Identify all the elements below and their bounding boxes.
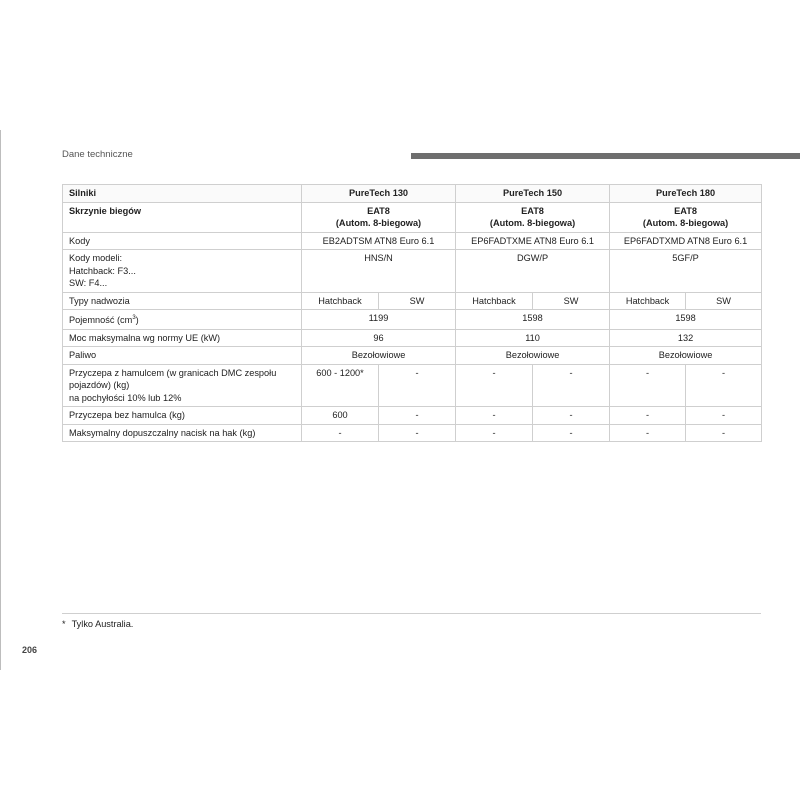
footnote-text: Tylko Australia. — [71, 619, 134, 629]
towbar-load-cell: - — [686, 424, 762, 442]
fuel-cell: Bezołowiowe — [302, 347, 456, 365]
page-edge-rule — [0, 130, 1, 670]
power-cell: 96 — [302, 329, 456, 347]
braked-trailer-cell: - — [533, 364, 610, 407]
displacement-cell: 1598 — [456, 310, 610, 330]
table-row-body-types — [63, 292, 762, 310]
row-label-unbraked-trailer: Przyczepa bez hamulca (kg) — [63, 407, 302, 425]
table-row-gearbox — [63, 202, 762, 232]
towbar-load-cell: - — [610, 424, 686, 442]
gearbox-cell: EAT8 (Autom. 8-biegowa) — [610, 202, 762, 232]
body-type-cell: SW — [379, 292, 456, 310]
power-cell: 110 — [456, 329, 610, 347]
fuel-cell: Bezołowiowe — [456, 347, 610, 365]
model-code-cell: DGW/P — [456, 250, 610, 293]
table-row-engines — [63, 185, 762, 203]
row-label-towbar-load: Maksymalny dopuszczalny nacisk na hak (kg) — [63, 424, 302, 442]
table-row-displacement — [63, 310, 762, 330]
table-row-towbar-load — [63, 424, 762, 442]
gearbox-cell: EAT8 (Autom. 8-biegowa) — [302, 202, 456, 232]
footnote-rule — [62, 613, 761, 614]
engine-header: PureTech 180 — [610, 185, 762, 203]
body-type-cell: Hatchback — [456, 292, 533, 310]
unbraked-trailer-cell: - — [686, 407, 762, 425]
unbraked-trailer-cell: - — [610, 407, 686, 425]
displacement-cell: 1598 — [610, 310, 762, 330]
braked-trailer-cell: - — [686, 364, 762, 407]
row-label-gearbox: Skrzynie biegów — [63, 202, 302, 232]
footnote-mark: * — [62, 619, 66, 629]
fuel-cell: Bezołowiowe — [610, 347, 762, 365]
power-cell: 132 — [610, 329, 762, 347]
row-label-fuel: Paliwo — [63, 347, 302, 365]
engine-spec-table — [62, 184, 762, 442]
body-type-cell: SW — [686, 292, 762, 310]
body-type-cell: Hatchback — [610, 292, 686, 310]
body-type-cell: Hatchback — [302, 292, 379, 310]
row-label-model-codes: Kody modeli: Hatchback: F3... SW: F4... — [63, 250, 302, 293]
engine-header: PureTech 130 — [302, 185, 456, 203]
unbraked-trailer-cell: 600 — [302, 407, 379, 425]
code-cell: EP6FADTXME ATN8 Euro 6.1 — [456, 232, 610, 250]
towbar-load-cell: - — [379, 424, 456, 442]
displacement-cell: 1199 — [302, 310, 456, 330]
towbar-load-cell: - — [456, 424, 533, 442]
braked-trailer-cell: - — [379, 364, 456, 407]
unbraked-trailer-cell: - — [456, 407, 533, 425]
engine-header: PureTech 150 — [456, 185, 610, 203]
row-label-power: Moc maksymalna wg normy UE (kW) — [63, 329, 302, 347]
body-type-cell: SW — [533, 292, 610, 310]
table-row-codes — [63, 232, 762, 250]
unbraked-trailer-cell: - — [533, 407, 610, 425]
towbar-load-cell: - — [533, 424, 610, 442]
footnote — [62, 619, 133, 629]
braked-trailer-cell: - — [456, 364, 533, 407]
unbraked-trailer-cell: - — [379, 407, 456, 425]
model-code-cell: HNS/N — [302, 250, 456, 293]
row-label-codes: Kody — [63, 232, 302, 250]
code-cell: EB2ADTSM ATN8 Euro 6.1 — [302, 232, 456, 250]
row-label-engines: Silniki — [63, 185, 302, 203]
row-label-braked-trailer: Przyczepa z hamulcem (w granicach DMC zespołu pojazdów) (kg) na pochyłości 10% lub 12% — [63, 364, 302, 407]
towbar-load-cell: - — [302, 424, 379, 442]
model-code-cell: 5GF/P — [610, 250, 762, 293]
row-label-body-types: Typy nadwozia — [63, 292, 302, 310]
row-label-displacement: Pojemność $(cm^3)$ — [63, 310, 302, 330]
section-title: Dane techniczne — [62, 149, 133, 160]
gearbox-cell: EAT8 (Autom. 8-biegowa) — [456, 202, 610, 232]
table-row-unbraked-trailer — [63, 407, 762, 425]
table-row-power — [63, 329, 762, 347]
code-cell: EP6FADTXMD ATN8 Euro 6.1 — [610, 232, 762, 250]
braked-trailer-cell: - — [610, 364, 686, 407]
table-row-model-codes — [63, 250, 762, 293]
braked-trailer-cell: 600 - 1200* — [302, 364, 379, 407]
page-number: 206 — [22, 645, 38, 655]
table-row-fuel — [63, 347, 762, 365]
header-bar — [411, 153, 800, 159]
table-row-braked-trailer — [63, 364, 762, 407]
